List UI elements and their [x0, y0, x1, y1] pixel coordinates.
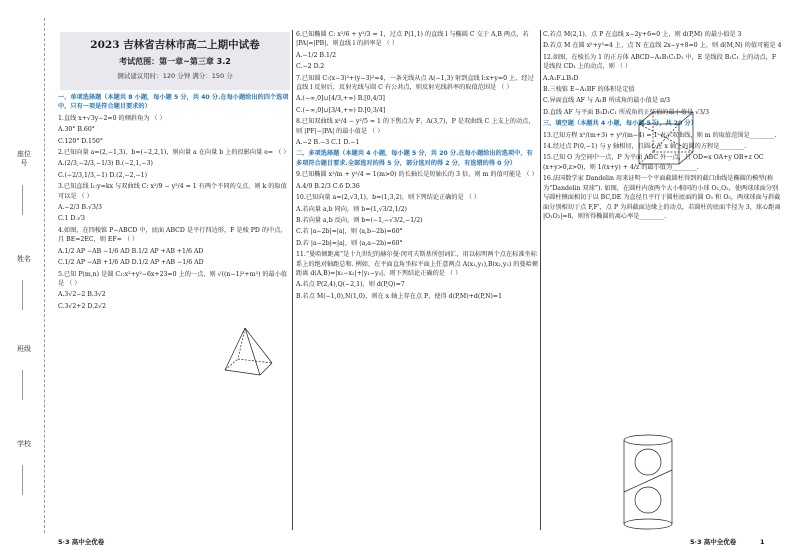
footer-brand-right: 5·3 高中全优卷: [690, 538, 737, 546]
question-line: 16.法国数学家 Dandelin 用来证明一个平面截圆柱得到的截口曲线是椭圆的模型(称为“Dandelin 双球”). 如图，在圆柱内放两个大小相同的小球 O₁,O₂，使两球球面分别与圆柱侧面相切于以 BC,DE 为直径且平行于圆柱底面的圆 O₁ 和 O₂，两球球面与斜截面分别相切于点 F,F'，点 P 为斜截面边缘上的动点，若圆柱的底面半径为 3，球心距离 |O₁O₂|=8，则所得椭圆的离心率是________.: [543, 175, 781, 220]
section-heading: 二、多项选择题（本题共 4 小题，每小题 5 分，共 20 分.在每小题给出的选项中，有多项符合题目要求.全部选对的得 5 分，部分选对的得 2 分，有选错的得 0 分）: [296, 150, 533, 167]
question-line: 4.如图，在四棱锥 P−ABCD 中，底面 ABCD 是平行四边形，F 是棱 PD 的中点，且 BE=2EC，则 EF= （ ）: [58, 226, 287, 244]
question-line: 3.已知直线 l₁:y=kx 与双曲线 C: x²/9 − y²/4 = 1 有两个不同的交点，则 k 的取值可以是 （ ）: [58, 183, 287, 200]
footer-brand-left: 5·3 高中全优卷: [58, 538, 105, 546]
question-line: A.4/9 B.2/3 C.6 D.36: [296, 182, 360, 190]
question-line: 12.如图，在棱长为 1 的正方体 ABCD−A₁B₁C₁D₁ 中，E 是线段 B₁C₁ 上的动点，F 是线段 CD₁ 上的动点，则 （ ）: [543, 53, 777, 71]
question-line: 2.已知向量 a=(2,−1,3)，b=(−2,2,1)，则向量 a 在向量 b 上的投影向量 e= （ ）: [58, 149, 290, 157]
question-line: A.3√2−2 B.3√2: [58, 291, 106, 299]
sidebar-label-school: 学校: [17, 440, 31, 448]
question-line: A.若点 P(2,4),Q(−2,1)，则 d(P,Q)=7: [296, 281, 405, 289]
question-line: A.若向量 a,b 同向，则 b=(1,√3/2,1/2): [296, 205, 407, 213]
sidebar-label-name: 姓名: [17, 255, 31, 263]
page-title: 2023 吉林省吉林市高二上期中试卷: [90, 39, 260, 51]
question-line: 11.“曼哈顿距离”是十九世纪的赫尔曼·闵可夫斯基所创词汇，用以标明两个点在标准坐标系上的绝对轴距总和. 例如，在平面直角坐标平面上任意两点 A(x₁,y₁),B(x₂,y₂) 的曼哈顿距离 d(A,B)=|x₁−x₂|+|y₁−y₂|，则下列结论正确的是 （ ）: [296, 251, 538, 277]
cube-figure: [635, 108, 695, 170]
question-line: A.−2 B.−3 C.1 D.−1: [296, 139, 360, 147]
question-line: A.(2/3,−2/3,−1/3) B.(−2,1,−3): [58, 160, 153, 168]
sidebar-line: [22, 465, 23, 495]
sidebar-label-class: 班级: [17, 345, 31, 353]
question-line: C.若点 M(2,1)，点 P 在直线 x−2y+6=0 上，则 d(P,M) 的最小值是 3: [543, 31, 742, 38]
section-heading: 三、填空题（本题共 4 小题，每小题 5 分，共 20 分）: [543, 120, 697, 128]
column-divider: [292, 30, 293, 530]
question-line: D.若点 M 在圆 x²+y²=4 上，点 N 在直线 2x−y+8=0 上，则 d(M,N) 的值可能是 4: [543, 42, 782, 50]
cylinder-figure: [620, 432, 676, 532]
question-line: C.3√2+2 D.2√2: [58, 302, 106, 310]
binding-sidebar: [0, 0, 52, 552]
question-line: D.直线 AF 与平面 B₁D₁C₁ 所成角的正弦值的最小值是 √3/3: [543, 108, 710, 116]
question-line: D.若 |a−2b|=|a|，则 ⟨a,a−2b⟩=60°: [296, 239, 403, 247]
question-line: B.三棱锥 E−A₁BF 的体积是定值: [543, 86, 635, 94]
question-line: B.若向量 a,b 反向，则 b=(−1,−√3/2,−1/2): [296, 216, 423, 224]
exam-time: 测试建议用时：120 分钟 满分：150 分: [117, 72, 233, 80]
question-line: A.1/2 AP −AB −1/6 AD B.1/2 AP +AB +1/6 AD: [58, 247, 204, 255]
question-line: 15.已知 O 为空间中一点，P 为平面 ABC 外一点，且 OD=x OA+y OB+z OC (x+y>0,z>0)，则 1/(x+y) + 4/z 的最小值为________.: [543, 154, 764, 171]
question-line: 7.已知圆 C:(x−3)²+(y−3)²=4，一条光线从点 A(−1,3) 射到直线 l:x+y=0 上，经过直线 l 反射后，反射光线与圆 C 有公共点，则反射光线斜率的取值范围是 （ ）: [296, 74, 534, 92]
section-heading: 一、单项选择题（本题共 8 小题，每小题 5 分，共 40 分.在每小题给出的四个选项中，只有一项是符合题目要求的）: [58, 94, 289, 111]
question-line: 5.已知 P(m,n) 是圆 C₁:x²+y²−6x+23=0 上的一点，则 √((n−1)²+m²) 的最小值是 （ ）: [58, 270, 288, 287]
question-line: C.120° D.150°: [58, 137, 103, 145]
question-line: C.若 |a−2b|=|a|，则 ⟨a,b−2b⟩=60°: [296, 228, 403, 236]
fold-line: [44, 18, 45, 533]
exam-scope: 考试范围：第一章~第三章 3.2: [119, 57, 231, 66]
question-line: C.1 D.√3: [58, 215, 85, 223]
question-line: A.(−∞,0]∪[4/3,+∞) B.[0,4/3]: [296, 95, 385, 103]
sidebar-label-seat: 座位号: [17, 150, 31, 167]
question-line: C.−2 D.2: [296, 63, 325, 71]
column-divider: [540, 30, 541, 530]
sidebar-line: [22, 280, 23, 310]
question-line: B.若点 M(−1,0),N(1,0)，则在 x 轴上存在点 P，使得 d(P,M)+d(P,N)=1: [296, 292, 503, 300]
question-line: 6.已知椭圆 C: x²/6 + y²/3 = 1，过点 P(1,1) 的直线 l 与椭圆 C 交于 A,B 两点，若 |PA|=|PB|，则直线 l 的斜率是 （ ）: [296, 31, 529, 48]
question-line: 1.直线 x+√3y−2=0 的倾斜角为 （ ）: [58, 114, 166, 122]
question-line: 8.已知双曲线 x²/4 − y²/5 = 1 的下焦点为 F，A(3,7)，P 是双曲线 C 上支上的动点，则 |PF|−|PA| 的最小值是 （ ）: [296, 118, 535, 135]
page-number: 1: [760, 538, 765, 546]
sidebar-line: [22, 370, 23, 400]
pyramid-figure: [220, 325, 278, 383]
question-line: C.异面直线 AF 与 A₁B 所成角的最小值是 π/3: [543, 97, 671, 105]
column-2: [296, 30, 538, 303]
question-line: C.(−∞,0]∪[3/4,+∞) D.[0,3/4]: [296, 106, 386, 114]
question-line: 13.已知方程 x²/(m+3) + y²/(m−4) = 1 表示双曲线，则 m 的取值范围是________.: [543, 131, 777, 139]
question-line: 14.经过点 P(0,−1) 与 y 轴相切，且圆心在 x 轴上的圆的方程是________.: [543, 143, 747, 151]
column-1: [58, 93, 290, 313]
question-line: A.A₁F⊥B₁D: [543, 74, 579, 82]
question-line: A.−2/3 B.√3/3: [58, 204, 102, 212]
question-line: 9.已知椭圆 x²/m + y²/4 = 1(m>0) 的长轴长是短轴长的 3 倍，则 m 的值可能是 （ ）: [296, 171, 538, 179]
sidebar-line: [22, 185, 23, 215]
question-line: A.−1/2 B.1/2: [296, 51, 337, 59]
question-line: 10.已知向量 a=(2,√3,1)，b=(1,3,2)，则下列结论正确的是 （ ）: [296, 194, 481, 202]
question-line: C.1/2 AP −AB +1/6 AD D.1/2 AP +AB −1/6 AD: [58, 259, 204, 267]
question-line: C.(−2/3,1/3,−1) D.(2,−2,−1): [58, 171, 148, 179]
question-line: A.30° B.60°: [58, 126, 95, 134]
